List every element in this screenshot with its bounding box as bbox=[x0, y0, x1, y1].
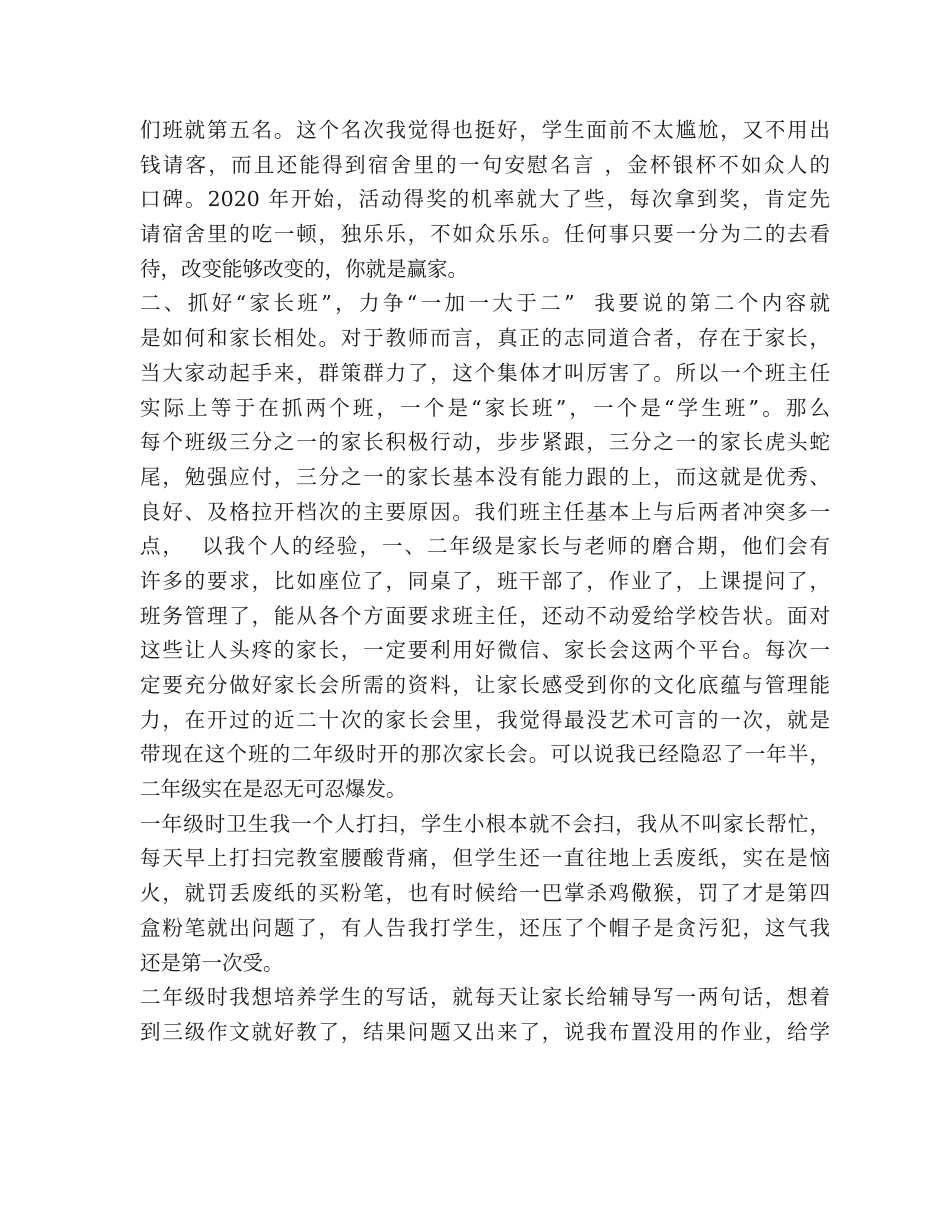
text-line: 带现在这个班的二年级时开的那次家长会。可以说我已经隐忍了一年半， bbox=[140, 742, 830, 767]
text-line: 是如何和家长相处。对于教师而言，真正的志同道合者，存在于家长， bbox=[140, 326, 830, 351]
text-line: 火，就罚丢废纸的买粉笔，也有时候给一巴掌杀鸡儆猴，罚了才是第四 bbox=[140, 881, 830, 906]
text-line: 们班就第五名。这个名次我觉得也挺好，学生面前不太尴尬，又不用出 bbox=[140, 118, 830, 142]
text-line: 钱请客，而且还能得到宿舍里的一句安慰名言 ，金杯银杯不如众人的 bbox=[140, 152, 830, 177]
text-line: 二年级实在是忍无可忍爆发。 bbox=[140, 777, 407, 802]
text-line: 实际上等于在抓两个班，一个是“家长班”，一个是“学生班”。那么 bbox=[140, 395, 830, 420]
text-line: 点， 以我个人的经验，一、二年级是家长与老师的磨合期，他们会有 bbox=[140, 534, 830, 559]
text-line: 这些让人头疼的家长，一定要利用好微信、家长会这两个平台。每次一 bbox=[140, 638, 830, 663]
text-line: 良好、及格拉开档次的主要原因。我们班主任基本上与后两者冲突多一 bbox=[140, 499, 830, 524]
text-line: 待，改变能够改变的，你就是赢家。 bbox=[140, 256, 468, 281]
text-line: 尾，勉强应付，三分之一的家长基本没有能力跟的上，而这就是优秀、 bbox=[140, 464, 830, 489]
document-body bbox=[140, 113, 830, 1050]
text-line: 到三级作文就好教了，结果问题又出来了，说我布置没用的作业，给学 bbox=[140, 1019, 830, 1044]
text-line: 力，在开过的近二十次的家长会里，我觉得最没艺术可言的一次，就是 bbox=[140, 707, 830, 732]
text-line: 还是第一次受。 bbox=[140, 950, 284, 975]
text-line: 每天早上打扫完教室腰酸背痛，但学生还一直往地上丢废纸，实在是恼 bbox=[140, 846, 830, 871]
text-line: 每个班级三分之一的家长积极行动，步步紧跟，三分之一的家长虎头蛇 bbox=[140, 430, 830, 455]
text-line: 当大家动起手来，群策群力了，这个集体才叫厉害了。所以一个班主任 bbox=[140, 360, 830, 385]
text-line: 许多的要求，比如座位了，同桌了，班干部了，作业了，上课提问了， bbox=[140, 568, 830, 593]
text-line: 二、抓好“家长班”，力争“一加一大于二” 我要说的第二个内容就 bbox=[140, 291, 830, 316]
text-line: 定要充分做好家长会所需的资料，让家长感受到你的文化底蕴与管理能 bbox=[140, 673, 830, 697]
text-line: 盒粉笔就出问题了，有人告我打学生，还压了个帽子是贪污犯，这气我 bbox=[140, 915, 830, 940]
text-line: 二年级时我想培养学生的写话，就每天让家长给辅导写一两句话，想着 bbox=[140, 985, 830, 1010]
text-line: 班务管理了，能从各个方面要求班主任，还动不动爱给学校告状。面对 bbox=[140, 603, 830, 628]
text-line: 口碑。2020 年开始，活动得奖的机率就大了些，每次拿到奖，肯定先 bbox=[140, 187, 830, 212]
text-line: 一年级时卫生我一个人打扫，学生小根本就不会扫，我从不叫家长帮忙， bbox=[140, 811, 830, 836]
text-line: 请宿舍里的吃一顿，独乐乐，不如众乐乐。任何事只要一分为二的去看 bbox=[140, 222, 830, 247]
